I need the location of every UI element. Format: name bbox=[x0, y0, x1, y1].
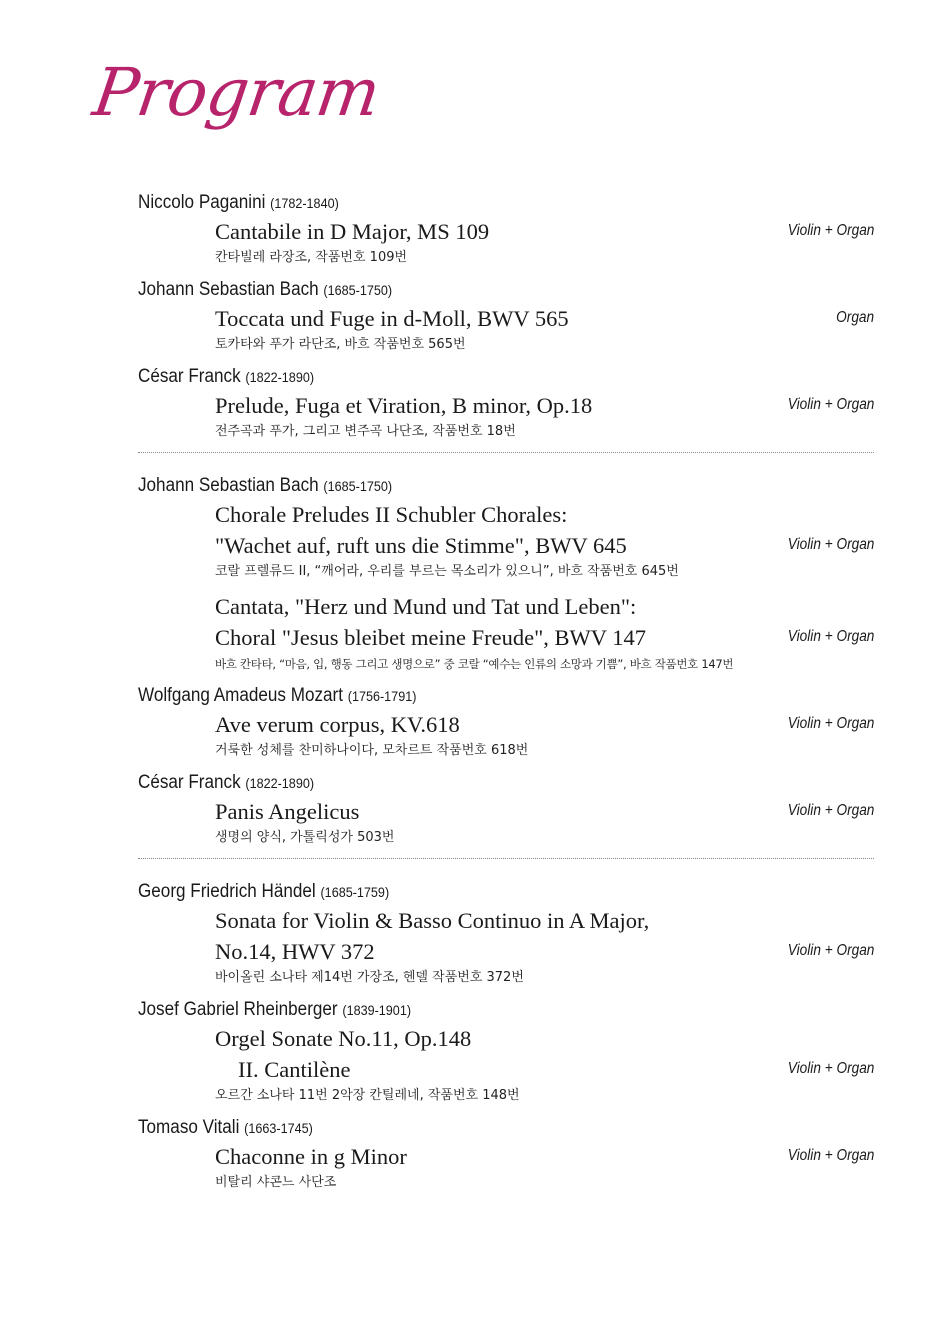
work-title: Prelude, Fuga et Viration, B minor, Op.18 bbox=[215, 393, 593, 418]
composer-years: (1685-1759) bbox=[320, 884, 390, 900]
instrumentation: Violin + Organ bbox=[787, 942, 874, 959]
composer-name: Niccolo Paganini bbox=[138, 192, 266, 213]
instrumentation: Violin + Organ bbox=[787, 715, 874, 732]
program-work bbox=[138, 1023, 874, 1107]
work-title: Sonata for Violin & Basso Continuo in A Major, bbox=[215, 908, 650, 933]
korean-translation: 코랄 프렐류드 II, “깨어라, 우리를 부르는 목소리가 있으니”, 바흐 작품번호 645번 bbox=[215, 564, 679, 579]
instrumentation: Violin + Organ bbox=[787, 1147, 874, 1164]
korean-translation: 오르간 소나타 11번 2악장 칸틸레네, 작품번호 148번 bbox=[215, 1088, 520, 1103]
korean-translation: 바이올린 소나타 제14번 가장조, 헨델 작품번호 372번 bbox=[215, 970, 524, 985]
page-title: Program bbox=[88, 54, 384, 131]
composer-line bbox=[138, 364, 800, 390]
program-work bbox=[138, 796, 874, 849]
korean-translation: 전주곡과 푸가, 그리고 변주곡 나단조, 작품번호 18번 bbox=[215, 424, 516, 439]
program-section bbox=[138, 473, 874, 849]
composer-name: Wolfgang Amadeus Mozart bbox=[138, 685, 344, 706]
composer-years: (1663-1745) bbox=[244, 1120, 313, 1136]
composer-line bbox=[138, 190, 800, 216]
composer-years: (1685-1750) bbox=[323, 282, 393, 298]
instrumentation: Violin + Organ bbox=[787, 536, 874, 553]
composer-name: Tomaso Vitali bbox=[138, 1117, 240, 1138]
composer-years: (1839-1901) bbox=[342, 1002, 412, 1018]
composer-years: (1782-1840) bbox=[270, 195, 339, 211]
program-work bbox=[138, 905, 874, 989]
program-work bbox=[138, 1141, 874, 1194]
composer-line bbox=[138, 473, 800, 499]
program-list bbox=[138, 186, 874, 1202]
instrumentation: Violin + Organ bbox=[787, 1060, 874, 1077]
work-title: Chaconne in g Minor bbox=[215, 1144, 407, 1169]
work-title: Cantata, "Herz und Mund und Tat und Leben": bbox=[215, 594, 637, 619]
composer-name: Johann Sebastian Bach bbox=[138, 475, 319, 496]
program-work bbox=[138, 499, 874, 583]
composer-years: (1756-1791) bbox=[347, 688, 417, 704]
program-work bbox=[138, 303, 874, 356]
composer-years: (1822-1890) bbox=[245, 369, 315, 385]
section-divider bbox=[138, 858, 874, 859]
korean-translation: 생명의 양식, 가톨릭성가 503번 bbox=[215, 830, 395, 845]
work-title: Toccata und Fuge in d-Moll, BWV 565 bbox=[215, 306, 569, 331]
korean-translation: 바흐 칸타타, “마음, 입, 행동 그리고 생명으로” 중 코랄 “예수는 인류의 소망과 기쁨”, 바흐 작품번호 147번 bbox=[215, 657, 734, 671]
program-section bbox=[138, 190, 874, 443]
korean-translation: 칸타빌레 라장조, 작품번호 109번 bbox=[215, 250, 408, 265]
composer-line bbox=[138, 770, 800, 796]
work-title: Choral "Jesus bleibet meine Freude", BWV 147 bbox=[215, 625, 647, 650]
composer-years: (1685-1750) bbox=[323, 478, 393, 494]
composer-name: César Franck bbox=[138, 366, 241, 387]
section-divider bbox=[138, 452, 874, 453]
program-work bbox=[138, 216, 874, 269]
composer-name: Josef Gabriel Rheinberger bbox=[138, 999, 338, 1020]
program-work bbox=[138, 390, 874, 443]
program-work bbox=[138, 709, 874, 762]
work-title: Chorale Preludes II Schubler Chorales: bbox=[215, 502, 568, 527]
instrumentation: Organ bbox=[836, 309, 874, 326]
instrumentation: Violin + Organ bbox=[787, 222, 874, 239]
work-title: Orgel Sonate No.11, Op.148 bbox=[215, 1026, 472, 1051]
program-work bbox=[138, 591, 874, 675]
composer-years: (1822-1890) bbox=[245, 775, 315, 791]
korean-translation: 토카타와 푸가 라단조, 바흐 작품번호 565번 bbox=[215, 337, 466, 352]
composer-line bbox=[138, 277, 800, 303]
korean-translation: 거룩한 성체를 찬미하나이다, 모차르트 작품번호 618번 bbox=[215, 743, 529, 758]
work-title: II. Cantilène bbox=[238, 1057, 351, 1082]
korean-translation: 비탈리 샤콘느 사단조 bbox=[215, 1175, 337, 1190]
program-section bbox=[138, 879, 874, 1194]
composer-name: César Franck bbox=[138, 772, 241, 793]
work-title: Panis Angelicus bbox=[215, 799, 360, 824]
composer-line bbox=[138, 683, 800, 709]
work-title: No.14, HWV 372 bbox=[215, 939, 375, 964]
instrumentation: Violin + Organ bbox=[787, 802, 874, 819]
composer-line bbox=[138, 879, 800, 905]
composer-name: Johann Sebastian Bach bbox=[138, 279, 319, 300]
work-title: Ave verum corpus, KV.618 bbox=[215, 712, 460, 737]
instrumentation: Violin + Organ bbox=[787, 628, 874, 645]
composer-line bbox=[138, 1115, 800, 1141]
composer-name: Georg Friedrich Händel bbox=[138, 881, 316, 902]
instrumentation: Violin + Organ bbox=[787, 396, 874, 413]
composer-line bbox=[138, 997, 800, 1023]
work-title: "Wachet auf, ruft uns die Stimme", BWV 645 bbox=[215, 533, 627, 558]
work-title: Cantabile in D Major, MS 109 bbox=[215, 219, 490, 244]
